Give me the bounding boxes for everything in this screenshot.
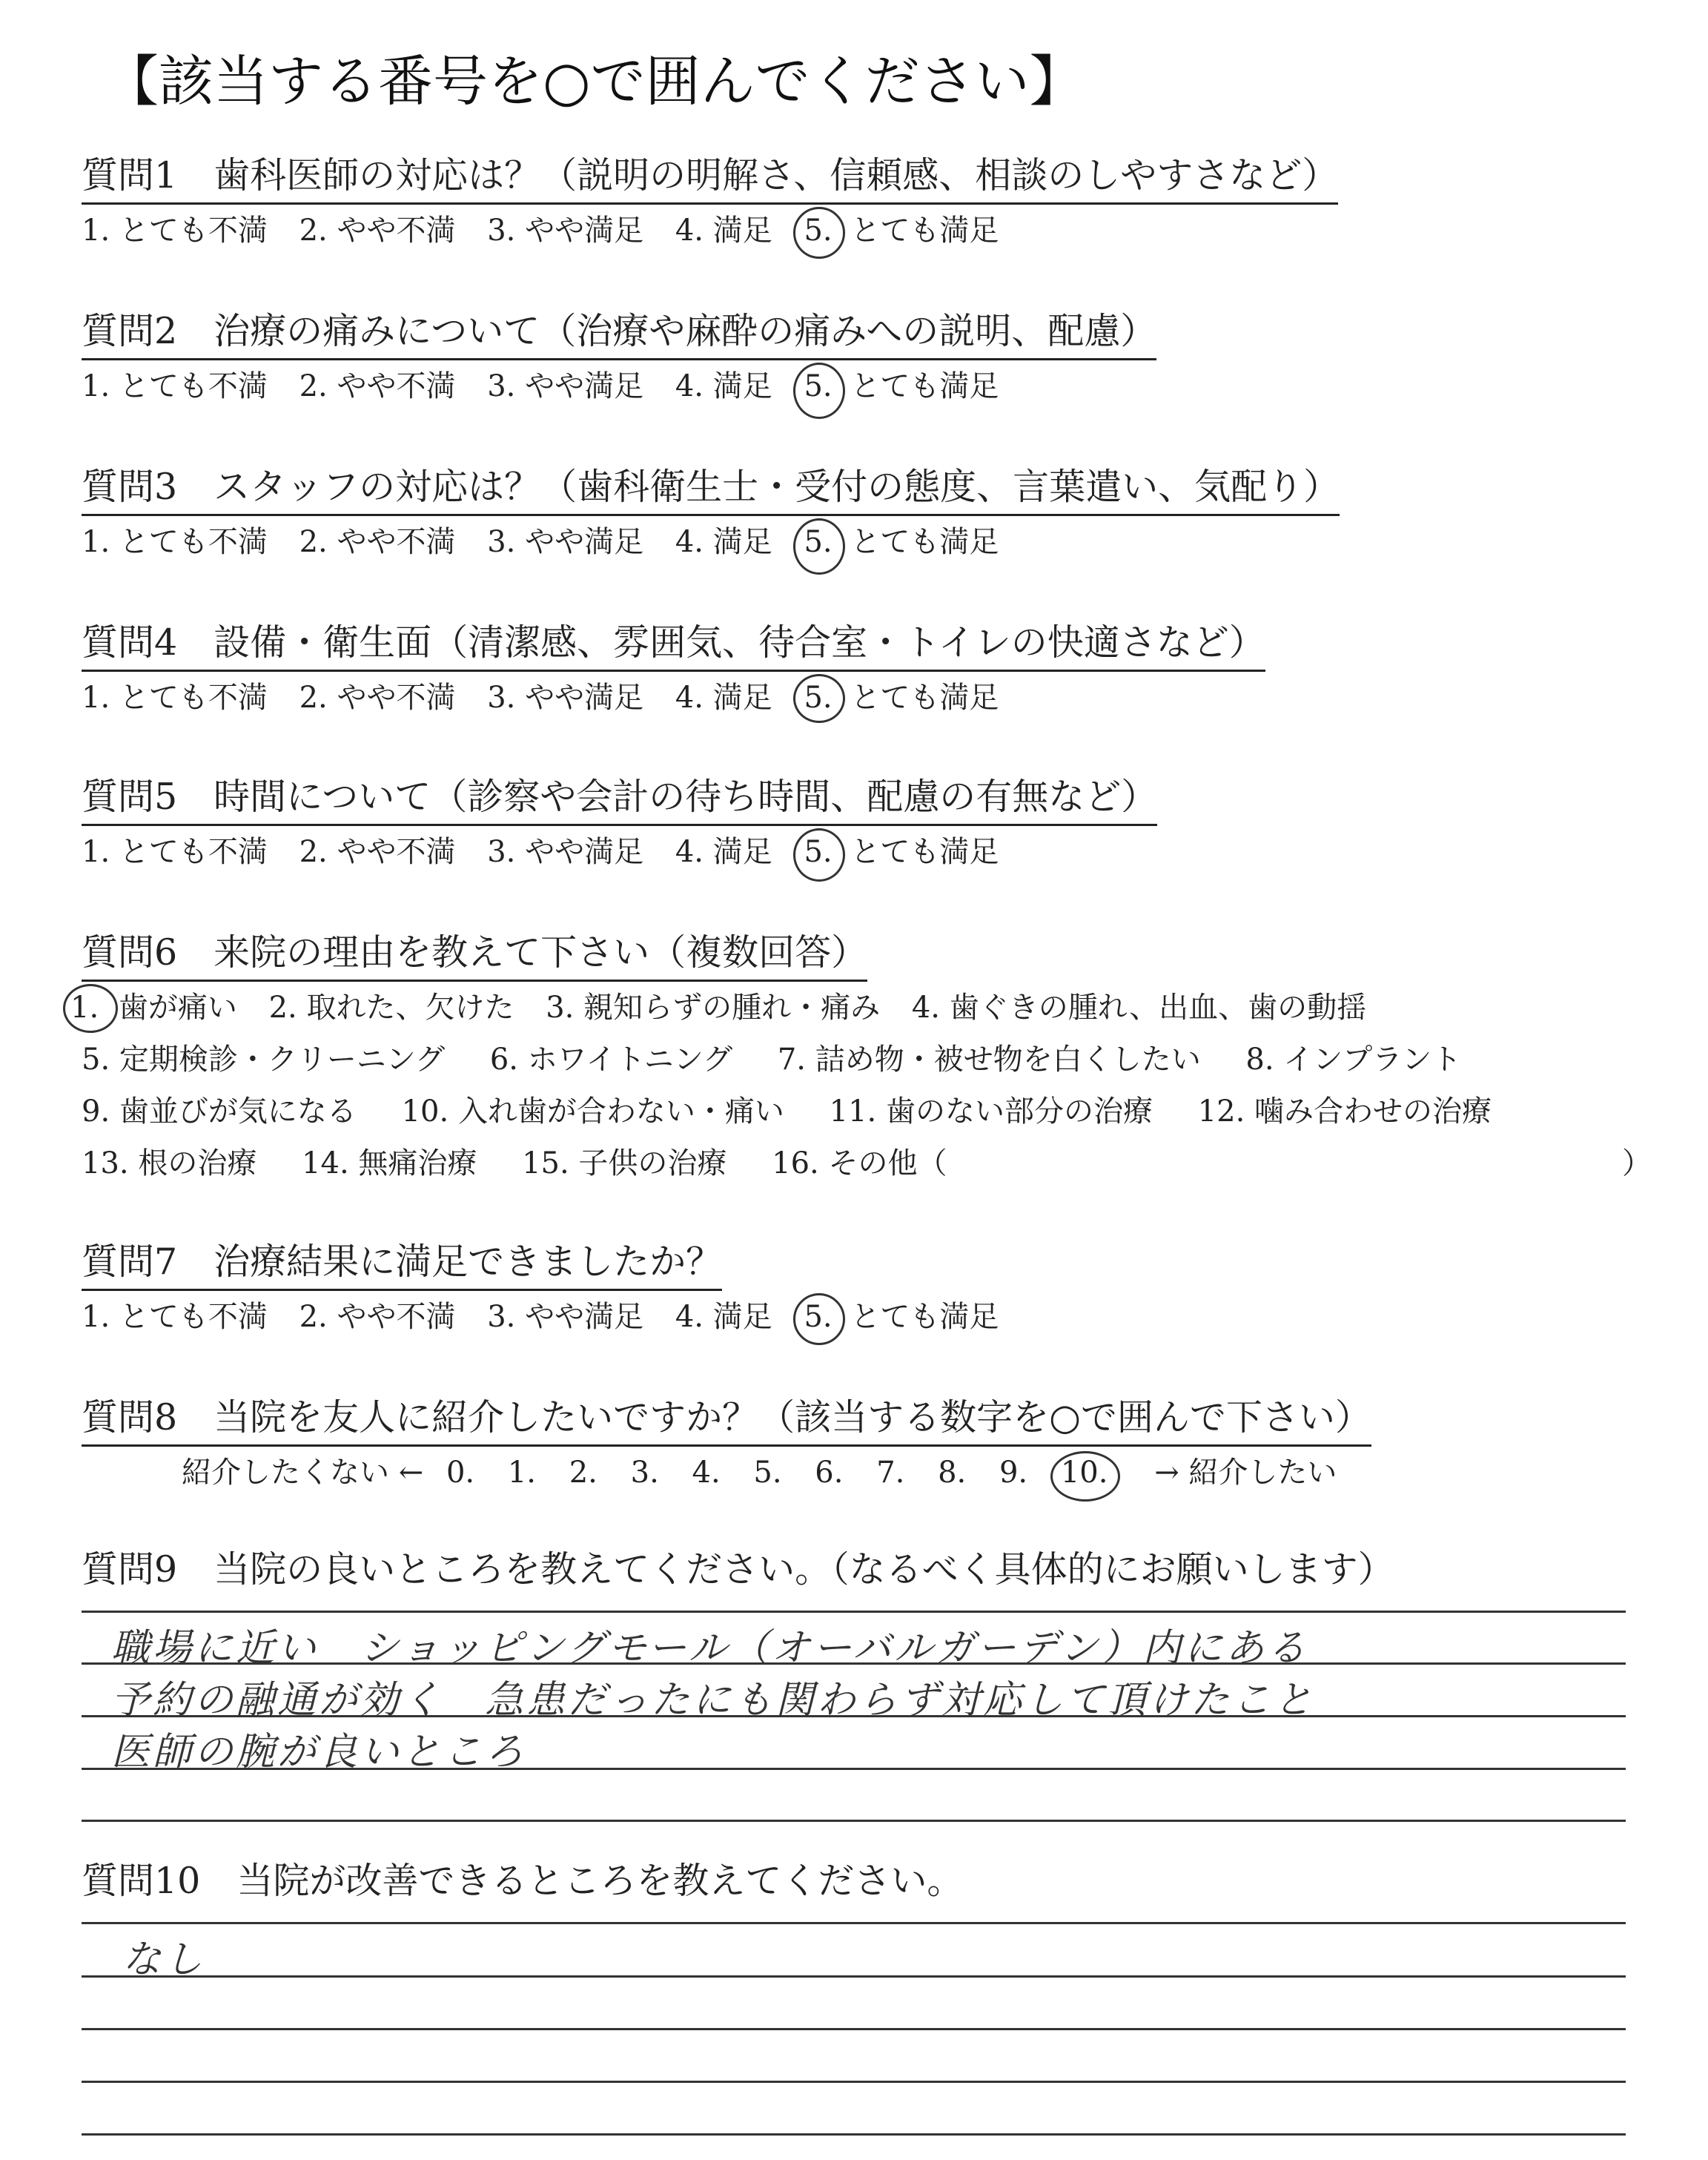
question-4-title: 質問4 設備・衛生面（清潔感、雰囲気、待合室・トイレの快適さなど） [82,619,1265,672]
reason-12[interactable]: 12. 噛み合わせの治療 [1197,1094,1492,1129]
question-5-title: 質問5 時間について（診察や会計の待ち時間、配慮の有無など） [82,773,1157,826]
question-6-row-3 [82,1091,1514,1132]
question-6-row-2 [82,1039,1483,1080]
reason-4[interactable]: 4. 歯ぐきの腫れ、出血、歯の動揺 [911,991,1367,1025]
reason-6[interactable]: 6. ホワイトニング [489,1043,733,1077]
option-5-label: とても満足 [850,214,999,248]
option-5-label: とても満足 [850,835,999,869]
handwritten-answer-line-1: なし [122,1938,206,1982]
question-5-options [82,831,1021,873]
option-5-selected[interactable] [804,831,832,873]
option-2[interactable]: 2. やや不満 [299,369,456,403]
answer-line [82,2028,1626,2030]
selection-circle-icon [793,363,845,419]
scale-0[interactable]: 0. [446,1456,475,1490]
selection-circle-icon [793,674,845,723]
option-3[interactable]: 3. やや満足 [487,214,644,248]
option-4[interactable]: 4. 満足 [675,1300,772,1334]
recommend-scale [182,1452,1350,1493]
option-5-number: 5. [804,835,833,869]
question-1-title: 質問1 歯科医師の対応は？（説明の明解さ、信頼感、相談のしやすさなど） [82,152,1338,205]
scale-8[interactable]: 8. [938,1456,967,1490]
option-2[interactable]: 2. やや不満 [299,681,456,715]
option-2[interactable]: 2. やや不満 [299,214,456,248]
option-5-number: 5. [804,681,833,715]
selection-circle-icon [1050,1451,1120,1502]
option-5-label: とても満足 [850,681,999,715]
option-1[interactable]: 1. とても不満 [82,681,268,715]
answer-line [82,1975,1626,1978]
reason-3[interactable]: 3. 親知らずの腫れ・痛み [546,991,881,1025]
selection-circle-icon [793,828,845,882]
handwritten-answer-line-2: 予約の融通が効く 急患だったにも関わらず対応して頂けたこと [111,1678,1316,1723]
question-9-title: 質問9 当院の良いところを教えてください。（なるべく具体的にお願いします） [82,1548,1394,1591]
handwritten-answer-line-1: 職場に近い ショッピングモール（オーバルガーデン）内にある [111,1626,1309,1671]
option-5-number: 5. [804,1300,833,1334]
option-5-number: 5. [804,214,833,248]
scale-10-selected[interactable] [1061,1456,1131,1490]
option-5-selected[interactable] [804,1296,832,1338]
scale-right-label: → 紹介したい [1154,1456,1337,1490]
answer-line [82,1922,1626,1924]
option-3[interactable]: 3. やや満足 [487,525,644,559]
question-3-options [82,521,1021,563]
reason-7[interactable]: 7. 詰め物・被せ物を白くしたい [777,1043,1201,1077]
handwritten-answer-line-3: 医師の腕が良いところ [111,1730,527,1774]
question-6-row-1 [70,987,1388,1028]
option-1[interactable]: 1. とても不満 [82,835,268,869]
question-2-options [82,366,1021,407]
answer-line [82,2081,1626,2083]
option-2[interactable]: 2. やや不満 [299,1300,456,1334]
selection-circle-icon [793,207,845,259]
question-1-options [82,210,1021,251]
reason-1-label: 歯が痛い [118,991,237,1025]
option-3[interactable]: 3. やや満足 [487,1300,644,1334]
reason-16[interactable]: 16. その他（ [772,1146,947,1180]
reason-14[interactable]: 14. 無痛治療 [302,1146,477,1180]
answer-line [82,1611,1626,1613]
reason-5[interactable]: 5. 定期検診・クリーニング [82,1043,446,1077]
reason-15[interactable]: 15. 子供の治療 [522,1146,727,1180]
option-1[interactable]: 1. とても不満 [82,525,268,559]
scale-5[interactable]: 5. [753,1456,782,1490]
option-1[interactable]: 1. とても不満 [82,369,268,403]
scale-7[interactable]: 7. [876,1456,905,1490]
option-5-selected[interactable] [804,366,832,407]
question-2-title: 質問2 治療の痛みについて（治療や麻酔の痛みへの説明、配慮） [82,308,1156,360]
option-5-selected[interactable] [804,677,832,719]
option-5-label: とても満足 [850,525,999,559]
selection-circle-icon [793,518,845,575]
question-6-row-4 [82,1143,969,1184]
option-5-label: とても満足 [850,369,999,403]
question-10-title: 質問10 当院が改善できるところを教えてください。 [82,1860,964,1902]
reason-8[interactable]: 8. インプラント [1245,1043,1462,1077]
scale-4[interactable]: 4. [692,1456,721,1490]
scale-left-label: 紹介したくない ← [182,1456,424,1490]
option-3[interactable]: 3. やや満足 [487,835,644,869]
option-4[interactable]: 4. 満足 [675,525,772,559]
option-3[interactable]: 3. やや満足 [487,681,644,715]
other-close-paren: ） [1622,1146,1652,1180]
selection-circle-icon [793,1293,845,1345]
option-5-selected[interactable] [804,210,832,251]
question-7-options [82,1296,1021,1338]
option-5-label: とても満足 [850,1300,999,1334]
reason-13[interactable]: 13. 根の治療 [82,1146,257,1180]
option-1[interactable]: 1. とても不満 [82,1300,268,1334]
question-3-title: 質問3 スタッフの対応は？（歯科衛生士・受付の態度、言葉遣い、気配り） [82,463,1340,516]
question-4-options [82,677,1021,719]
reason-1-number: 1. [70,991,99,1025]
scale-1[interactable]: 1. [507,1456,537,1490]
scale-6[interactable]: 6. [815,1456,844,1490]
selection-circle-icon [63,984,118,1033]
option-3[interactable]: 3. やや満足 [487,369,644,403]
option-4[interactable]: 4. 満足 [675,681,772,715]
answer-line [82,2133,1626,2136]
answer-line [82,1820,1626,1822]
question-6-title: 質問6 来院の理由を教えて下さい（複数回答） [82,929,867,982]
option-4[interactable]: 4. 満足 [675,369,772,403]
option-4[interactable]: 4. 満足 [675,214,772,248]
form-title: 【該当する番号を○で囲んでください】 [104,50,1085,113]
scale-3[interactable]: 3. [630,1456,659,1490]
question-7-title: 質問7 治療結果に満足できましたか？ [82,1238,722,1291]
option-4[interactable]: 4. 満足 [675,835,772,869]
reason-10[interactable]: 10. 入れ歯が合わない・痛い [401,1094,784,1129]
option-5-selected[interactable] [804,521,832,563]
question-8-title: 質問8 当院を友人に紹介したいですか？（該当する数字を○で囲んで下さい） [82,1394,1371,1447]
scale-9[interactable]: 9. [999,1456,1028,1490]
option-2[interactable]: 2. やや不満 [299,525,456,559]
reason-1-selected[interactable] [70,987,99,1028]
reason-11[interactable]: 11. 歯のない部分の治療 [829,1094,1153,1129]
option-5-number: 5. [804,369,833,403]
option-1[interactable]: 1. とても不満 [82,214,268,248]
option-5-number: 5. [804,525,833,559]
option-2[interactable]: 2. やや不満 [299,835,456,869]
scale-2[interactable]: 2. [569,1456,598,1490]
reason-2[interactable]: 2. 取れた、欠けた [268,991,514,1025]
reason-9[interactable]: 9. 歯並びが気になる [82,1094,357,1129]
scale-10-number: 10. [1060,1456,1108,1490]
